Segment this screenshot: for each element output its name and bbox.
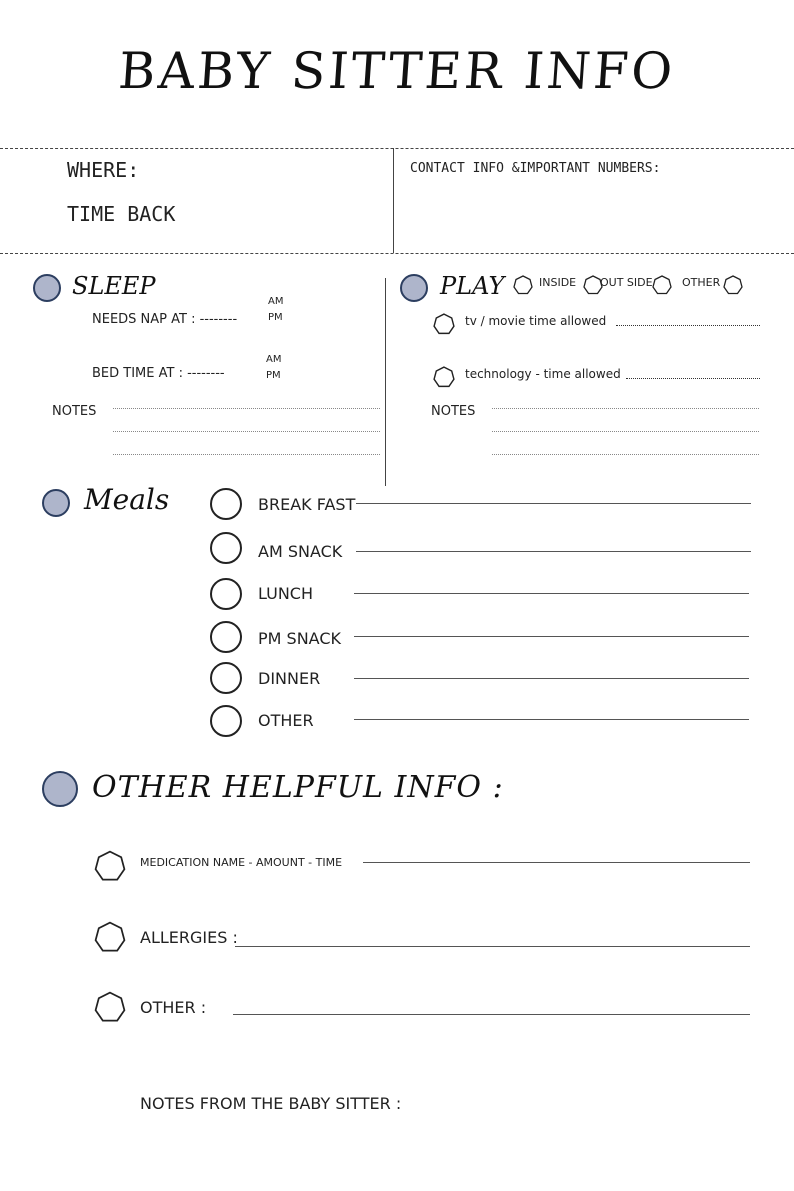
inside-checkbox-icon[interactable] [513,275,533,295]
other-info-heading: OTHER HELPFUL INFO : [92,770,504,805]
other-meal-label: OTHER [258,711,314,730]
medication-checkbox-icon[interactable] [94,850,126,882]
notes-from-sitter-label: NOTES FROM THE BABY SITTER : [140,1094,402,1113]
sleep-bullet-icon [33,274,61,302]
allergies-checkbox-icon[interactable] [94,921,126,953]
pm-snack-label: PM SNACK [258,629,341,648]
sleep-play-divider [385,278,386,486]
dinner-line[interactable] [354,678,749,679]
other-meal-checkbox[interactable] [210,705,242,737]
lunch-checkbox[interactable] [210,578,242,610]
sleep-notes-label: NOTES [52,404,97,419]
top-vertical-divider [393,148,394,253]
am-snack-checkbox[interactable] [210,532,242,564]
other-play-extra-checkbox-icon[interactable] [723,275,743,295]
meals-bullet-icon [42,489,70,517]
breakfast-checkbox[interactable] [210,488,242,520]
other-info-checkbox-icon[interactable] [94,991,126,1023]
play-notes-line-2[interactable] [492,431,759,432]
dinner-label: DINNER [258,669,321,688]
bed-pm: PM [266,370,281,381]
am-snack-line[interactable] [356,551,751,552]
top-divider [0,148,794,149]
inside-option-label: INSIDE [539,276,577,289]
pm-snack-checkbox[interactable] [210,621,242,653]
other-play-checkbox-icon[interactable] [652,275,672,295]
lunch-label: LUNCH [258,584,313,603]
other-info-label: OTHER : [140,998,207,1017]
medication-label: MEDICATION NAME - AMOUNT - TIME [140,856,343,869]
technology-label: technology - time allowed [465,367,621,381]
tv-time-label: tv / movie time allowed [465,314,607,328]
allergies-label: ALLERGIES : [140,928,238,947]
technology-checkbox-icon[interactable] [433,366,455,388]
lunch-line[interactable] [354,593,749,594]
other-info-bullet-icon [42,771,78,807]
needs-nap-label: NEEDS NAP AT : -------- [92,312,238,327]
technology-line[interactable] [626,378,760,379]
sleep-heading: SLEEP [72,272,156,300]
tv-time-checkbox-icon[interactable] [433,313,455,335]
page-title: BABY SITTER INFO [116,42,678,100]
sleep-notes-line-3[interactable] [113,454,380,455]
breakfast-label: BREAK FAST [258,495,356,514]
dinner-checkbox[interactable] [210,662,242,694]
time-back-label: TIME BACK [67,202,176,226]
contact-label: CONTACT INFO &IMPORTANT NUMBERS: [410,161,661,176]
play-notes-label: NOTES [431,404,476,419]
other-meal-line[interactable] [354,719,749,720]
bed-am: AM [266,354,282,365]
play-heading: PLAY [440,272,505,300]
play-notes-line-1[interactable] [492,408,759,409]
section-divider [0,253,794,254]
sleep-notes-line-1[interactable] [113,408,380,409]
medication-line[interactable] [363,862,750,863]
bed-time-label: BED TIME AT : -------- [92,366,225,381]
where-label: WHERE: [67,158,140,182]
outside-option-label: OUT SIDE [600,276,653,289]
nap-am: AM [268,296,284,307]
allergies-line[interactable] [235,946,750,947]
other-info-line[interactable] [233,1014,750,1015]
nap-pm: PM [268,312,283,323]
other-play-option-label: OTHER [682,276,721,289]
play-notes-line-3[interactable] [492,454,759,455]
play-bullet-icon [400,274,428,302]
am-snack-label: AM SNACK [258,542,343,561]
meals-heading: Meals [84,483,170,516]
breakfast-line[interactable] [356,503,751,504]
sleep-notes-line-2[interactable] [113,431,380,432]
tv-time-line[interactable] [616,325,760,326]
pm-snack-line[interactable] [354,636,749,637]
